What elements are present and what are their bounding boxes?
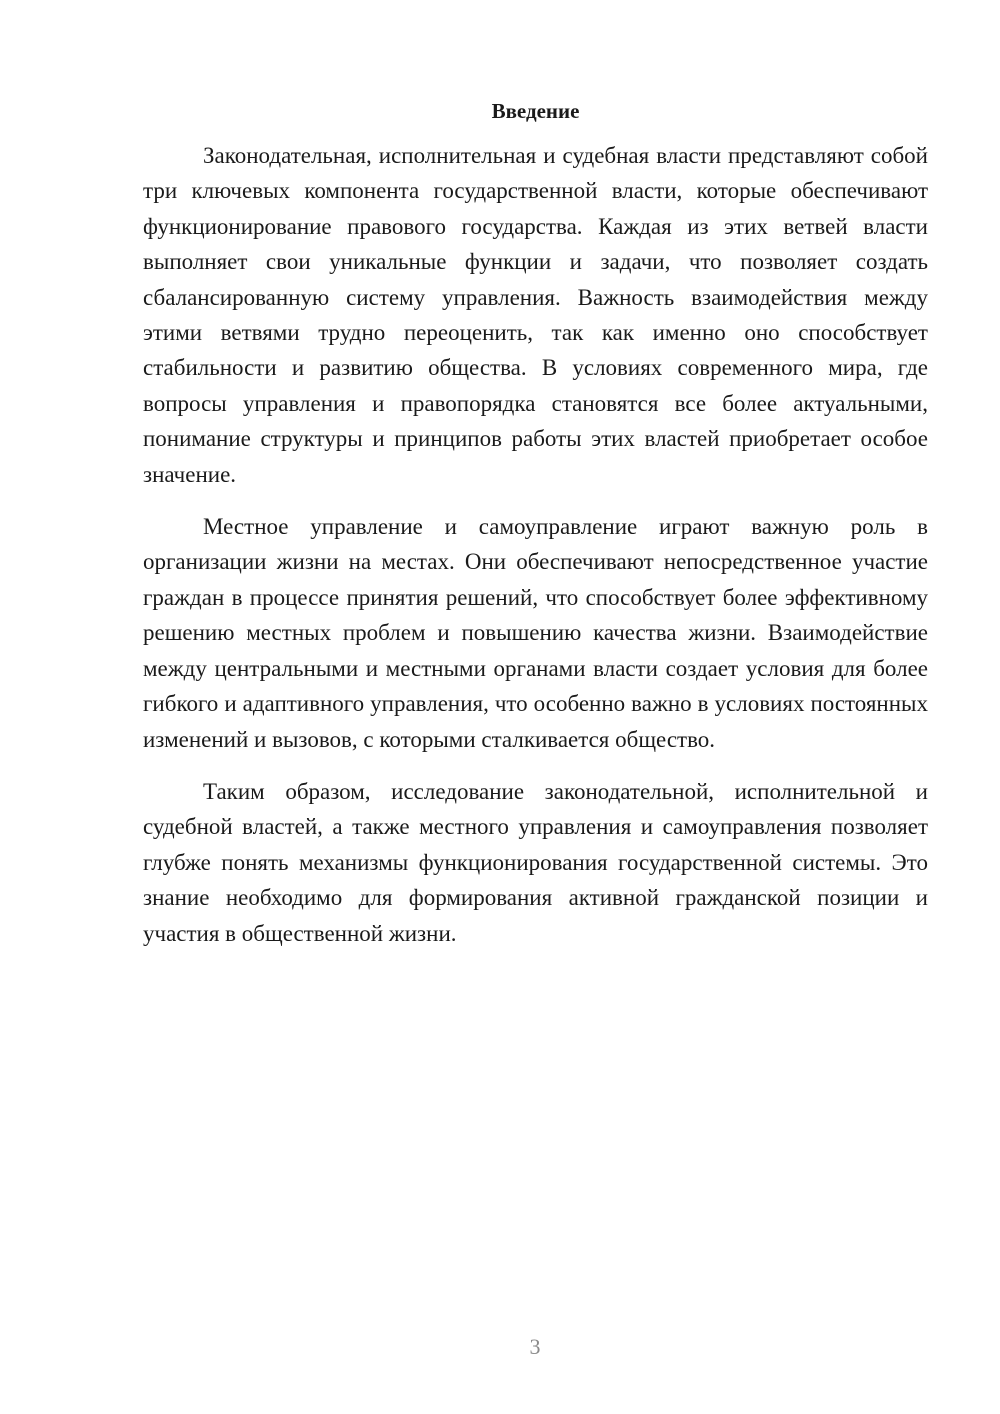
paragraph-1: Законодательная, исполнительная и судебная власти представляют собой три ключевых компонента государственной власти, которые обеспечивают функционирование правового государства. Каждая из этих ветвей власти выполняет свои уникальные функции и задачи, что позволяет создать сбалансированную систему управления. Важность взаимодействия между этими ветвями трудно переоценить, так как именно оно способствует стабильности и развитию общества. В условиях современного мира, где вопросы управления и правопорядка становятся все более актуальными, понимание структуры и принципов работы этих властей приобретает особое значение. <box>143 143 928 487</box>
page-number: 3 <box>529 1334 541 1359</box>
paragraph-2: Местное управление и самоуправление играют важную роль в организации жизни на местах. Они обеспечивают непосредственное участие граждан в процессе принятия решений, что способствует более эффективному решению местных проблем и повышению качества жизни. Взаимодействие между центральными и местными органами власти создает условия для более гибкого и адаптивного управления, что особенно важно в условиях постоянных изменений и вызовов, с которыми сталкивается общество. <box>143 514 928 752</box>
paragraph-3: Таким образом, исследование законодательной, исполнительной и судебной властей, а также местного управления и самоуправления позволяет глубже понять механизмы функционирования государственной системы. Это знание необходимо для формирования активной гражданской позиции и участия в общественной жизни. <box>143 778 928 946</box>
section-heading: Введение <box>491 99 580 123</box>
page-body <box>143 96 928 968</box>
